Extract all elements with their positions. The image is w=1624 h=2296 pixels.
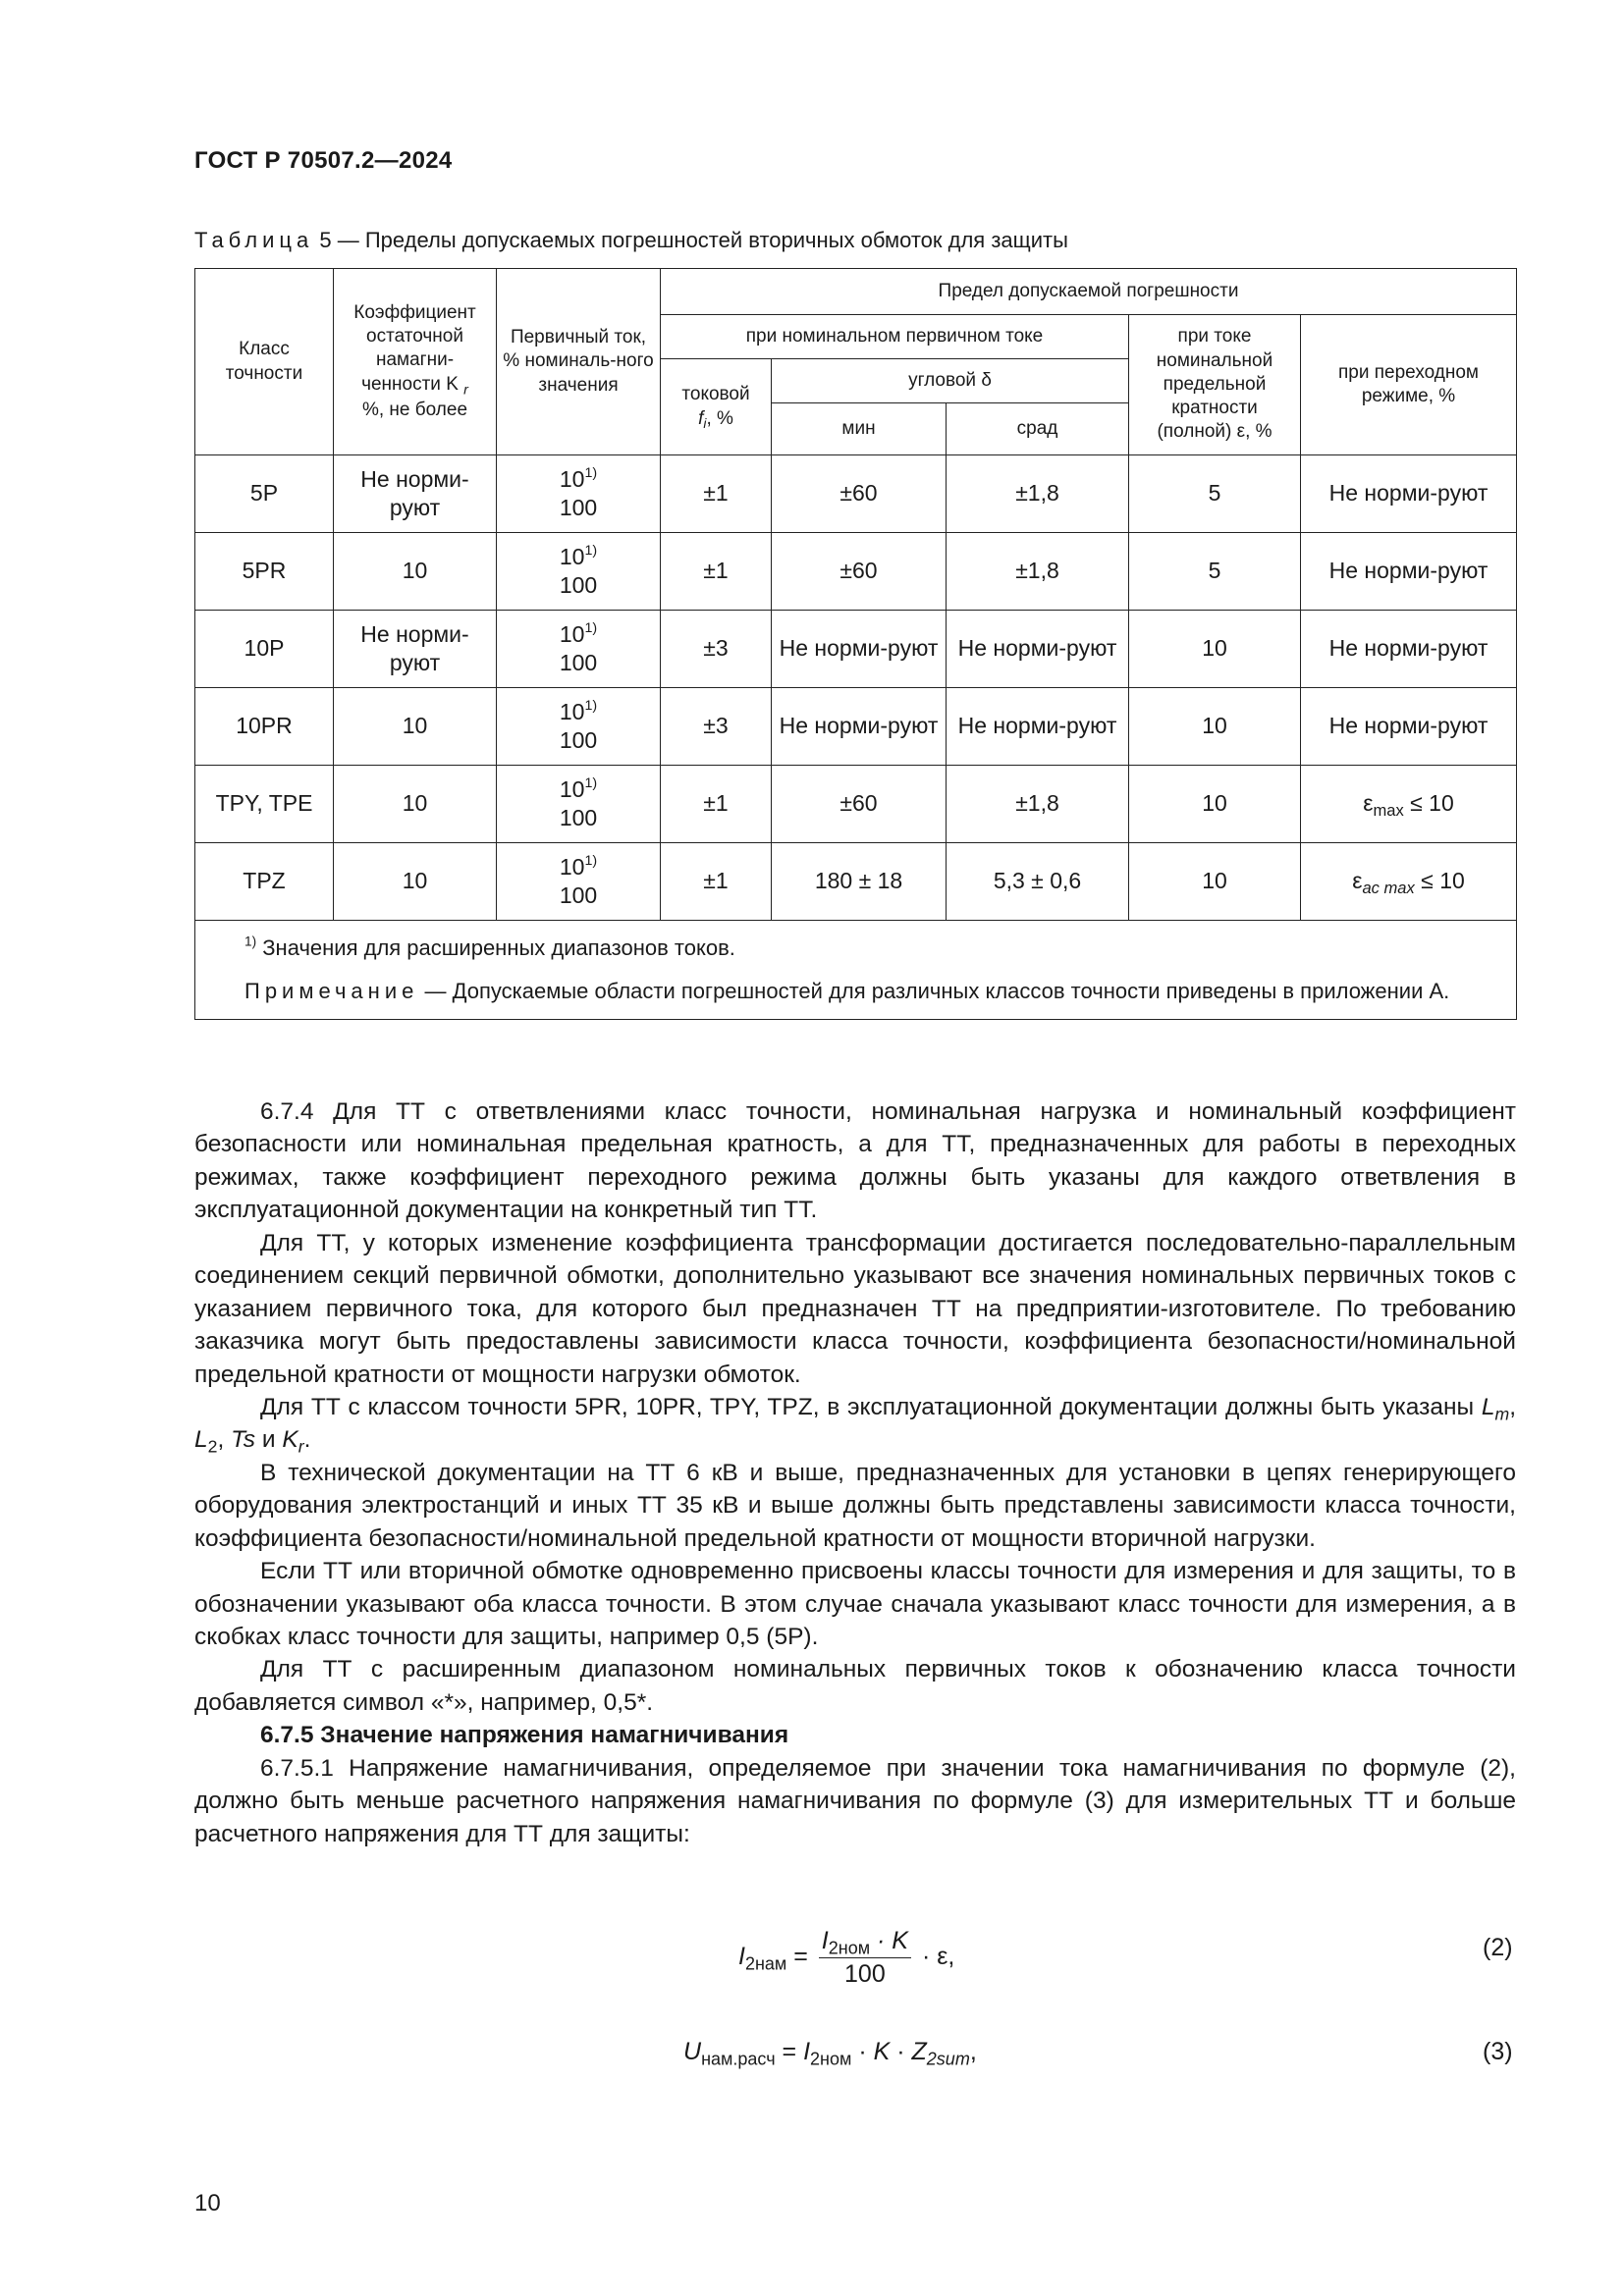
- formula-3-number: (3): [1483, 2038, 1513, 2065]
- table-caption: [194, 228, 1068, 253]
- formula-2-number: (2): [1483, 1934, 1513, 1961]
- paragraph: Для ТТ с расширенным диапазоном номинальных первичных токов к обозначению класса точности добавляется символ «*», например, 0,5*.: [194, 1656, 1516, 1716]
- table-notes: [195, 921, 1517, 1020]
- table-caption-text: 5 — Пределы допускаемых погрешностей вторичных обмоток для защиты: [319, 228, 1068, 252]
- paragraph-6-7-5-1: 6.7.5.1 Напряжение намагничивания, определяемое при значении тока намагничивания по формуле (2), должно быть меньше расчетного напряжения намагничивания по формуле (3) для измерительных ТТ и больше расчетного напряжения для ТТ для защиты:: [194, 1754, 1516, 1847]
- head-angle: угловой δ: [772, 359, 1129, 403]
- head-kr: Коэффициент остаточной намагни-ченности K $_r$ %, не более: [334, 269, 497, 455]
- head-min: мин: [772, 403, 947, 455]
- head-srad: срад: [947, 403, 1129, 455]
- table-row: 5P Не норми-руют 10$^{1)}$ 100 ±1 ±60 ±1,8 5 Не норми-руют: [195, 455, 1517, 533]
- tolerance-table: [194, 268, 1517, 1020]
- table-row: 5PR 10 10$^{1)}$ 100 ±1 ±60 ±1,8 5 Не норми-руют: [195, 533, 1517, 611]
- head-class: Класс точности: [195, 269, 334, 455]
- table-footnote: $^{1)}$ Значения для расширенных диапазонов токов.: [244, 934, 735, 960]
- paragraph: Для ТТ, у которых изменение коэффициента трансформации достигается последовательно-параллельным соединением секций первичной обмотки, дополнительно указывают все значения номинальных первичных токов с указанием первичного тока, для которого был предназначен ТТ на предприятии-изготовителе. По требованию заказчика могут быть предоставлены зависимости класса точности, коэффициента безопасности/номинальной предельной кратности от мощности нагрузки обмоток.: [194, 1229, 1516, 1388]
- paragraph-6-7-4: 6.7.4 Для ТТ с ответвлениями класс точности, номинальная нагрузка и номинальный коэффициент безопасности или номинальная предельная кратность, а для ТТ, предназначенных для работы в переходных режимах, также коэффициент переходного режима должны быть указаны для каждого ответвления в эксплуатационной документации на конкретный тип ТТ.: [194, 1098, 1516, 1224]
- table-row: TPZ 10 10$^{1)}$ 100 ±1 180 ± 18 5,3 ± 0,6 10 $\varepsilon_{ac max} \le 10$: [195, 843, 1517, 921]
- head-at-limit-factor: при токе номинальной предельной кратности (полной) ε, %: [1129, 315, 1301, 455]
- formula-3: $U_{нам.расч} = I_{2ном} \cdot K \cdot Z_{2sum}$,: [683, 2038, 977, 2069]
- body-text: [194, 1095, 1516, 1850]
- table-row: 10P Не норми-руют 10$^{1)}$ 100 ±3 Не норми-руют Не норми-руют 10 Не норми-руют: [195, 611, 1517, 688]
- head-error-limit: Предел допускаемой погрешности: [661, 269, 1517, 315]
- head-primary-current: Первичный ток, % номиналь-ного значения: [497, 269, 661, 455]
- paragraph: В технической документации на ТТ 6 кВ и выше, предназначенных для установки в цепях генерирующего оборудования электростанций и иных ТТ 35 кВ и выше должны быть представлены зависимости класса точности, коэффициента безопасности/номинальной предельной кратности от мощности вторичной нагрузки.: [194, 1459, 1516, 1552]
- page-number: 10: [194, 2190, 221, 2216]
- paragraph: Для ТТ с классом точности 5PR, 10PR, TPY, TPZ, в эксплуатационной документации должны быть указаны $L_m$, $L_2$, Ts и $K_r$.: [194, 1393, 1516, 1457]
- head-current-error: токовой $f_i$, %: [661, 359, 772, 455]
- head-transient: при переходном режиме, %: [1301, 315, 1517, 455]
- table-caption-label: Таблица: [194, 228, 314, 252]
- paragraph: Если ТТ или вторичной обмотке одновременно присвоены классы точности для измерения и для защиты, то в обозначении указывают оба класса точности. В этом случае сначала указывают класс точности для измерения, а в скобках класс точности для защиты, например 0,5 (5Р).: [194, 1558, 1516, 1650]
- table-row: 10PR 10 10$^{1)}$ 100 ±3 Не норми-руют Не норми-руют 10 Не норми-руют: [195, 688, 1517, 766]
- table-note: Примечание — Допускаемые области погрешностей для различных классов точности приведены в приложении А.: [244, 979, 1450, 1004]
- document-code-header: ГОСТ Р 70507.2—2024: [194, 147, 453, 174]
- head-at-rated-current: при номинальном первичном токе: [661, 315, 1129, 359]
- formula-2: $I_{2нам}$ = $\frac{I_{2ном} \cdot K}{100}$ · ε,: [738, 1927, 955, 1988]
- section-heading-6-7-5: 6.7.5 Значение напряжения намагничивания: [260, 1722, 789, 1749]
- table-row: TPY, TPE 10 10$^{1)}$ 100 ±1 ±60 ±1,8 10 $\varepsilon_{max} \le 10$: [195, 766, 1517, 843]
